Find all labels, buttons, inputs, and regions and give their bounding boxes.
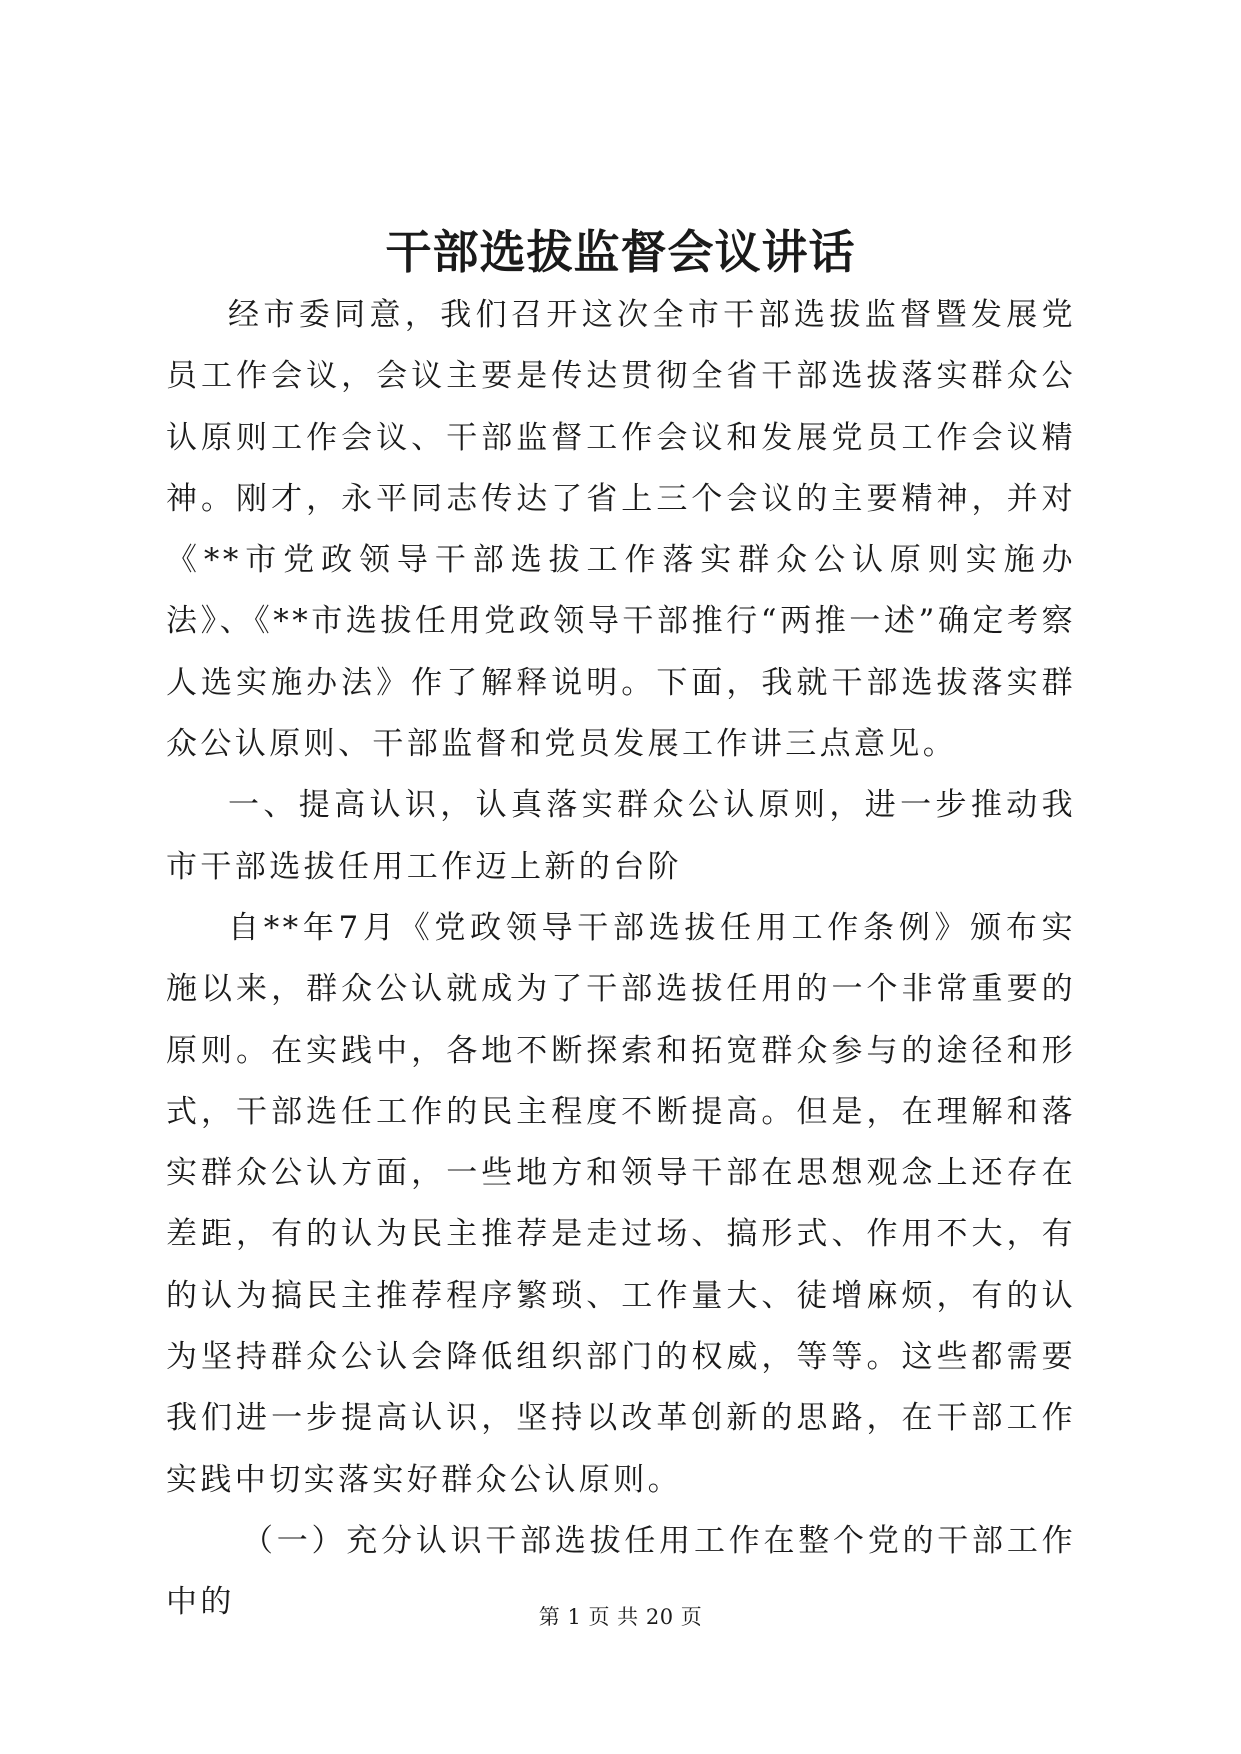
document-body bbox=[166, 285, 1076, 1634]
subsection-heading-1: （一）充分认识干部选拔任用工作在整个党的干部工作中的 bbox=[166, 1522, 1076, 1621]
intro-paragraph: 经市委同意，我们召开这次全市干部选拔监督暨发展党员工作会议，会议主要是传达贯彻全省干部选拔落实群众公认原则工作会议、干部监督工作会议和发展党员工作会议精神。刚才，永平同志传达了省上三个会议的主要精神，并对《**市党政领导干部选拔工作落实群众公认原则实施办法》、《**市选拔任用党政领导干部推行“两推一述”确定考察人选实施办法》作了解释说明。下面，我就干部选拔落实群众公认原则、干部监督和党员发展工作讲三点意见。 bbox=[166, 297, 1076, 763]
section-paragraph: 自**年7月《党政领导干部选拔任用工作条例》颁布实施以来，群众公认就成为了干部选拔任用的一个非常重要的原则。在实践中，各地不断探索和拓宽群众参与的途径和形式，干部选任工作的民主程度不断提高。但是，在理解和落实群众公认方面，一些地方和领导干部在思想观念上还存在差距，有的认为民主推荐是走过场、搞形式、作用不大，有的认为搞民主推荐程序繁琐、工作量大、徒增麻烦，有的认为坚持群众公认会降低组织部门的权威，等等。这些都需要我们进一步提高认识，坚持以改革创新的思路，在干部工作实践中切实落实好群众公认原则。 bbox=[166, 909, 1076, 1498]
section-heading-1: 一、提高认识，认真落实群众公认原则，进一步推动我市干部选拔任用工作迈上新的台阶 bbox=[166, 787, 1076, 885]
document-title: 干部选拔监督会议讲话 bbox=[385, 225, 856, 279]
page-number-footer: 第 1 页 共 20 页 bbox=[538, 1605, 703, 1629]
